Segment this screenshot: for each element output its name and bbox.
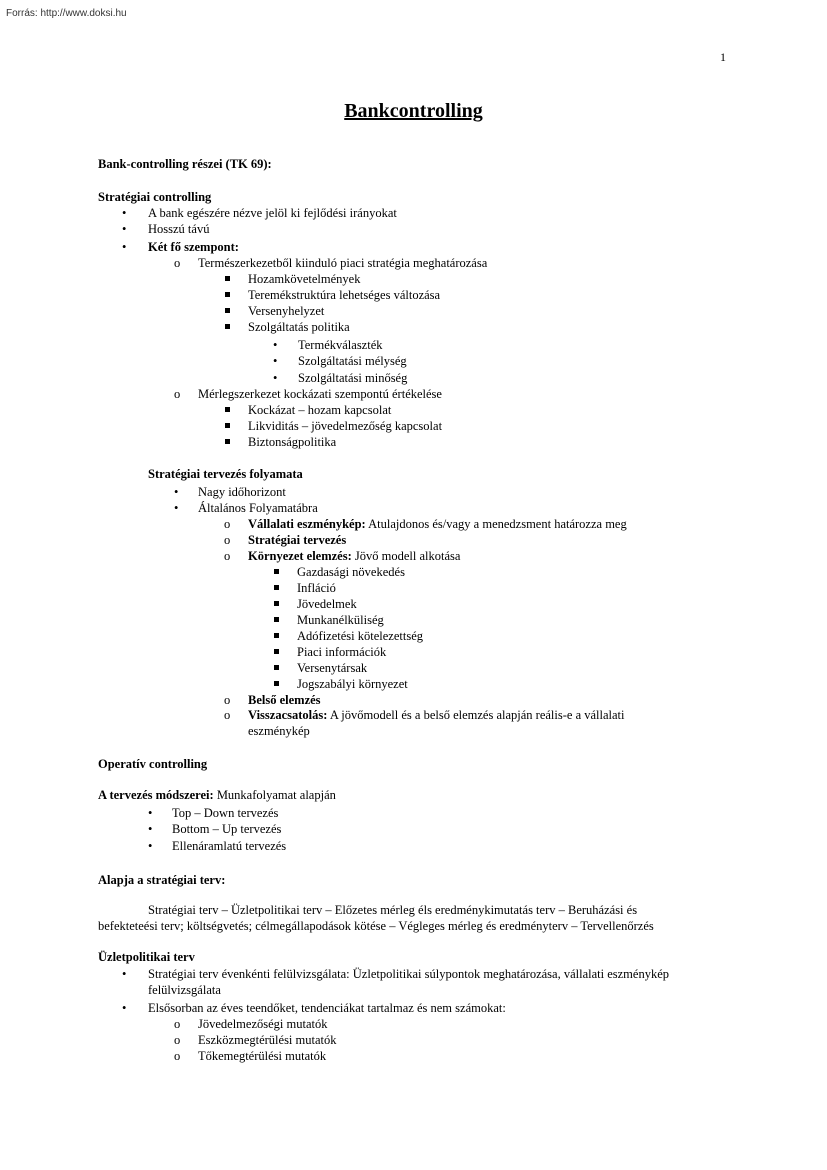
square-bullet-icon (225, 423, 230, 428)
square-bullet-icon (274, 649, 279, 654)
list-item: Adófizetési kötelezettség (297, 629, 423, 643)
list-item: Kockázat – hozam kapcsolat (248, 403, 392, 417)
bullet-icon: • (122, 222, 127, 236)
planning-heading: Stratégiai tervezés folyamata (148, 467, 303, 481)
circle-bullet-icon: o (224, 517, 231, 531)
list-item: Hozamkövetelmények (248, 272, 361, 286)
list-item: Szolgáltatási minőség (298, 371, 408, 385)
circle-bullet-icon: o (224, 708, 231, 722)
flow-text: Jövő modell alkotása (351, 549, 461, 563)
list-item: Jövedelmezőségi mutatók (198, 1017, 328, 1031)
list-item: Szolgáltatás politika (248, 320, 350, 334)
list-item: Biztonságpolitika (248, 435, 337, 449)
bullet-icon: • (148, 822, 153, 836)
bullet-icon: • (174, 485, 179, 499)
methods-label: A tervezés módszerei: (98, 788, 214, 802)
page-number: 1 (720, 50, 726, 64)
square-bullet-icon (274, 665, 279, 670)
bullet-icon: • (174, 501, 179, 515)
square-bullet-icon (225, 439, 230, 444)
flow-label: Visszacsatolás: (248, 708, 328, 722)
list-item: Nagy időhorizont (198, 485, 286, 499)
list-item (248, 707, 625, 723)
business-heading: Üzletpolitikai terv (98, 950, 195, 964)
list-item: Mérlegszerkezet kockázati szempontú értékelése (198, 387, 442, 401)
list-item: Stratégiai tervezés (248, 533, 347, 547)
bullet-icon: • (122, 1001, 127, 1015)
square-bullet-icon (274, 681, 279, 686)
bullet-icon: • (122, 240, 127, 254)
list-item: Termékválaszték (298, 338, 383, 352)
list-item (248, 516, 627, 532)
circle-bullet-icon: o (174, 256, 181, 270)
circle-bullet-icon: o (174, 387, 181, 401)
list-item: Gazdasági növekedés (297, 565, 405, 579)
list-item: Infláció (297, 581, 336, 595)
bullet-icon: • (273, 371, 278, 385)
square-bullet-icon (274, 633, 279, 638)
square-bullet-icon (225, 324, 230, 329)
list-item (248, 548, 460, 564)
square-bullet-icon (225, 276, 230, 281)
methods-text: Munkafolyamat alapján (213, 788, 336, 802)
list-item: Ellenáramlatú tervezés (172, 839, 287, 853)
list-item: Munkanélküliség (297, 613, 384, 627)
square-bullet-icon (274, 569, 279, 574)
page-title: Bankcontrolling (344, 100, 483, 122)
flow-text: Atulajdonos és/vagy a menedzsment határozza meg (365, 517, 627, 531)
list-item: Piaci információk (297, 645, 387, 659)
list-item: Két fő szempont: (148, 240, 239, 254)
square-bullet-icon (274, 585, 279, 590)
list-item: Teremékstruktúra lehetséges változása (248, 288, 441, 302)
list-item: Általános Folyamatábra (198, 501, 318, 515)
paragraph-line: befekteteési terv; költségvetés; célmegállapodások kötése – Végleges mérleg és eredményterv – Tervellenőrzés (98, 919, 654, 933)
circle-bullet-icon: o (174, 1017, 181, 1031)
list-item: Természerkezetből kiinduló piaci stratégia meghatározása (198, 256, 488, 270)
list-item-continuation: felülvizsgálata (148, 983, 221, 997)
circle-bullet-icon: o (224, 693, 231, 707)
bullet-icon: • (273, 354, 278, 368)
paragraph-line: Stratégiai terv – Üzletpolitikai terv – Előzetes mérleg éls eredménykimutatás terv – Beruházási és (148, 903, 638, 917)
circle-bullet-icon: o (174, 1049, 181, 1063)
list-item: Stratégiai terv évenkénti felülvizsgálata: Üzletpolitikai súlypontok meghatározása, vállalati eszménykép (148, 967, 669, 981)
list-item: Bottom – Up tervezés (172, 822, 282, 836)
list-item: Top – Down tervezés (172, 806, 279, 820)
bullet-icon: • (148, 839, 153, 853)
section-heading-parts: Bank-controlling részei (TK 69): (98, 157, 272, 171)
square-bullet-icon (274, 601, 279, 606)
bullet-icon: • (273, 338, 278, 352)
circle-bullet-icon: o (224, 533, 231, 547)
circle-bullet-icon: o (224, 549, 231, 563)
list-item: Versenytársak (297, 661, 368, 675)
list-item: Szolgáltatási mélység (298, 354, 407, 368)
bullet-icon: • (148, 806, 153, 820)
list-item: Elsősorban az éves teendőket, tendenciákat tartalmaz és nem számokat: (148, 1001, 506, 1015)
list-item: Belső elemzés (248, 693, 321, 707)
square-bullet-icon (225, 292, 230, 297)
operative-heading: Operatív controlling (98, 757, 208, 771)
square-bullet-icon (274, 617, 279, 622)
list-item: Versenyhelyzet (248, 304, 325, 318)
list-item: Jövedelmek (297, 597, 357, 611)
list-item: Hosszú távú (148, 222, 210, 236)
circle-bullet-icon: o (174, 1033, 181, 1047)
flow-text: A jövőmodell és a belső elemzés alapján reális-e a vállalati (327, 708, 625, 722)
list-item: Likviditás – jövedelmezőség kapcsolat (248, 419, 443, 433)
list-item: Eszközmegtérülési mutatók (198, 1033, 337, 1047)
source-label: Forrás: http://www.doksi.hu (6, 8, 127, 19)
list-item: Tőkemegtérülési mutatók (198, 1049, 327, 1063)
bullet-icon: • (122, 206, 127, 220)
list-item-continuation: eszménykép (248, 724, 310, 738)
list-item: A bank egészére nézve jelöl ki fejlődési irányokat (148, 206, 397, 220)
flow-label: Vállalati eszménykép: (248, 517, 366, 531)
square-bullet-icon (225, 308, 230, 313)
methods-line (98, 787, 336, 803)
list-item: Jogszabályi környezet (297, 677, 408, 691)
bullet-icon: • (122, 967, 127, 981)
strategic-heading: Stratégiai controlling (98, 190, 212, 204)
flow-label: Környezet elemzés: (248, 549, 352, 563)
basis-heading: Alapja a stratégiai terv: (98, 873, 226, 887)
square-bullet-icon (225, 407, 230, 412)
